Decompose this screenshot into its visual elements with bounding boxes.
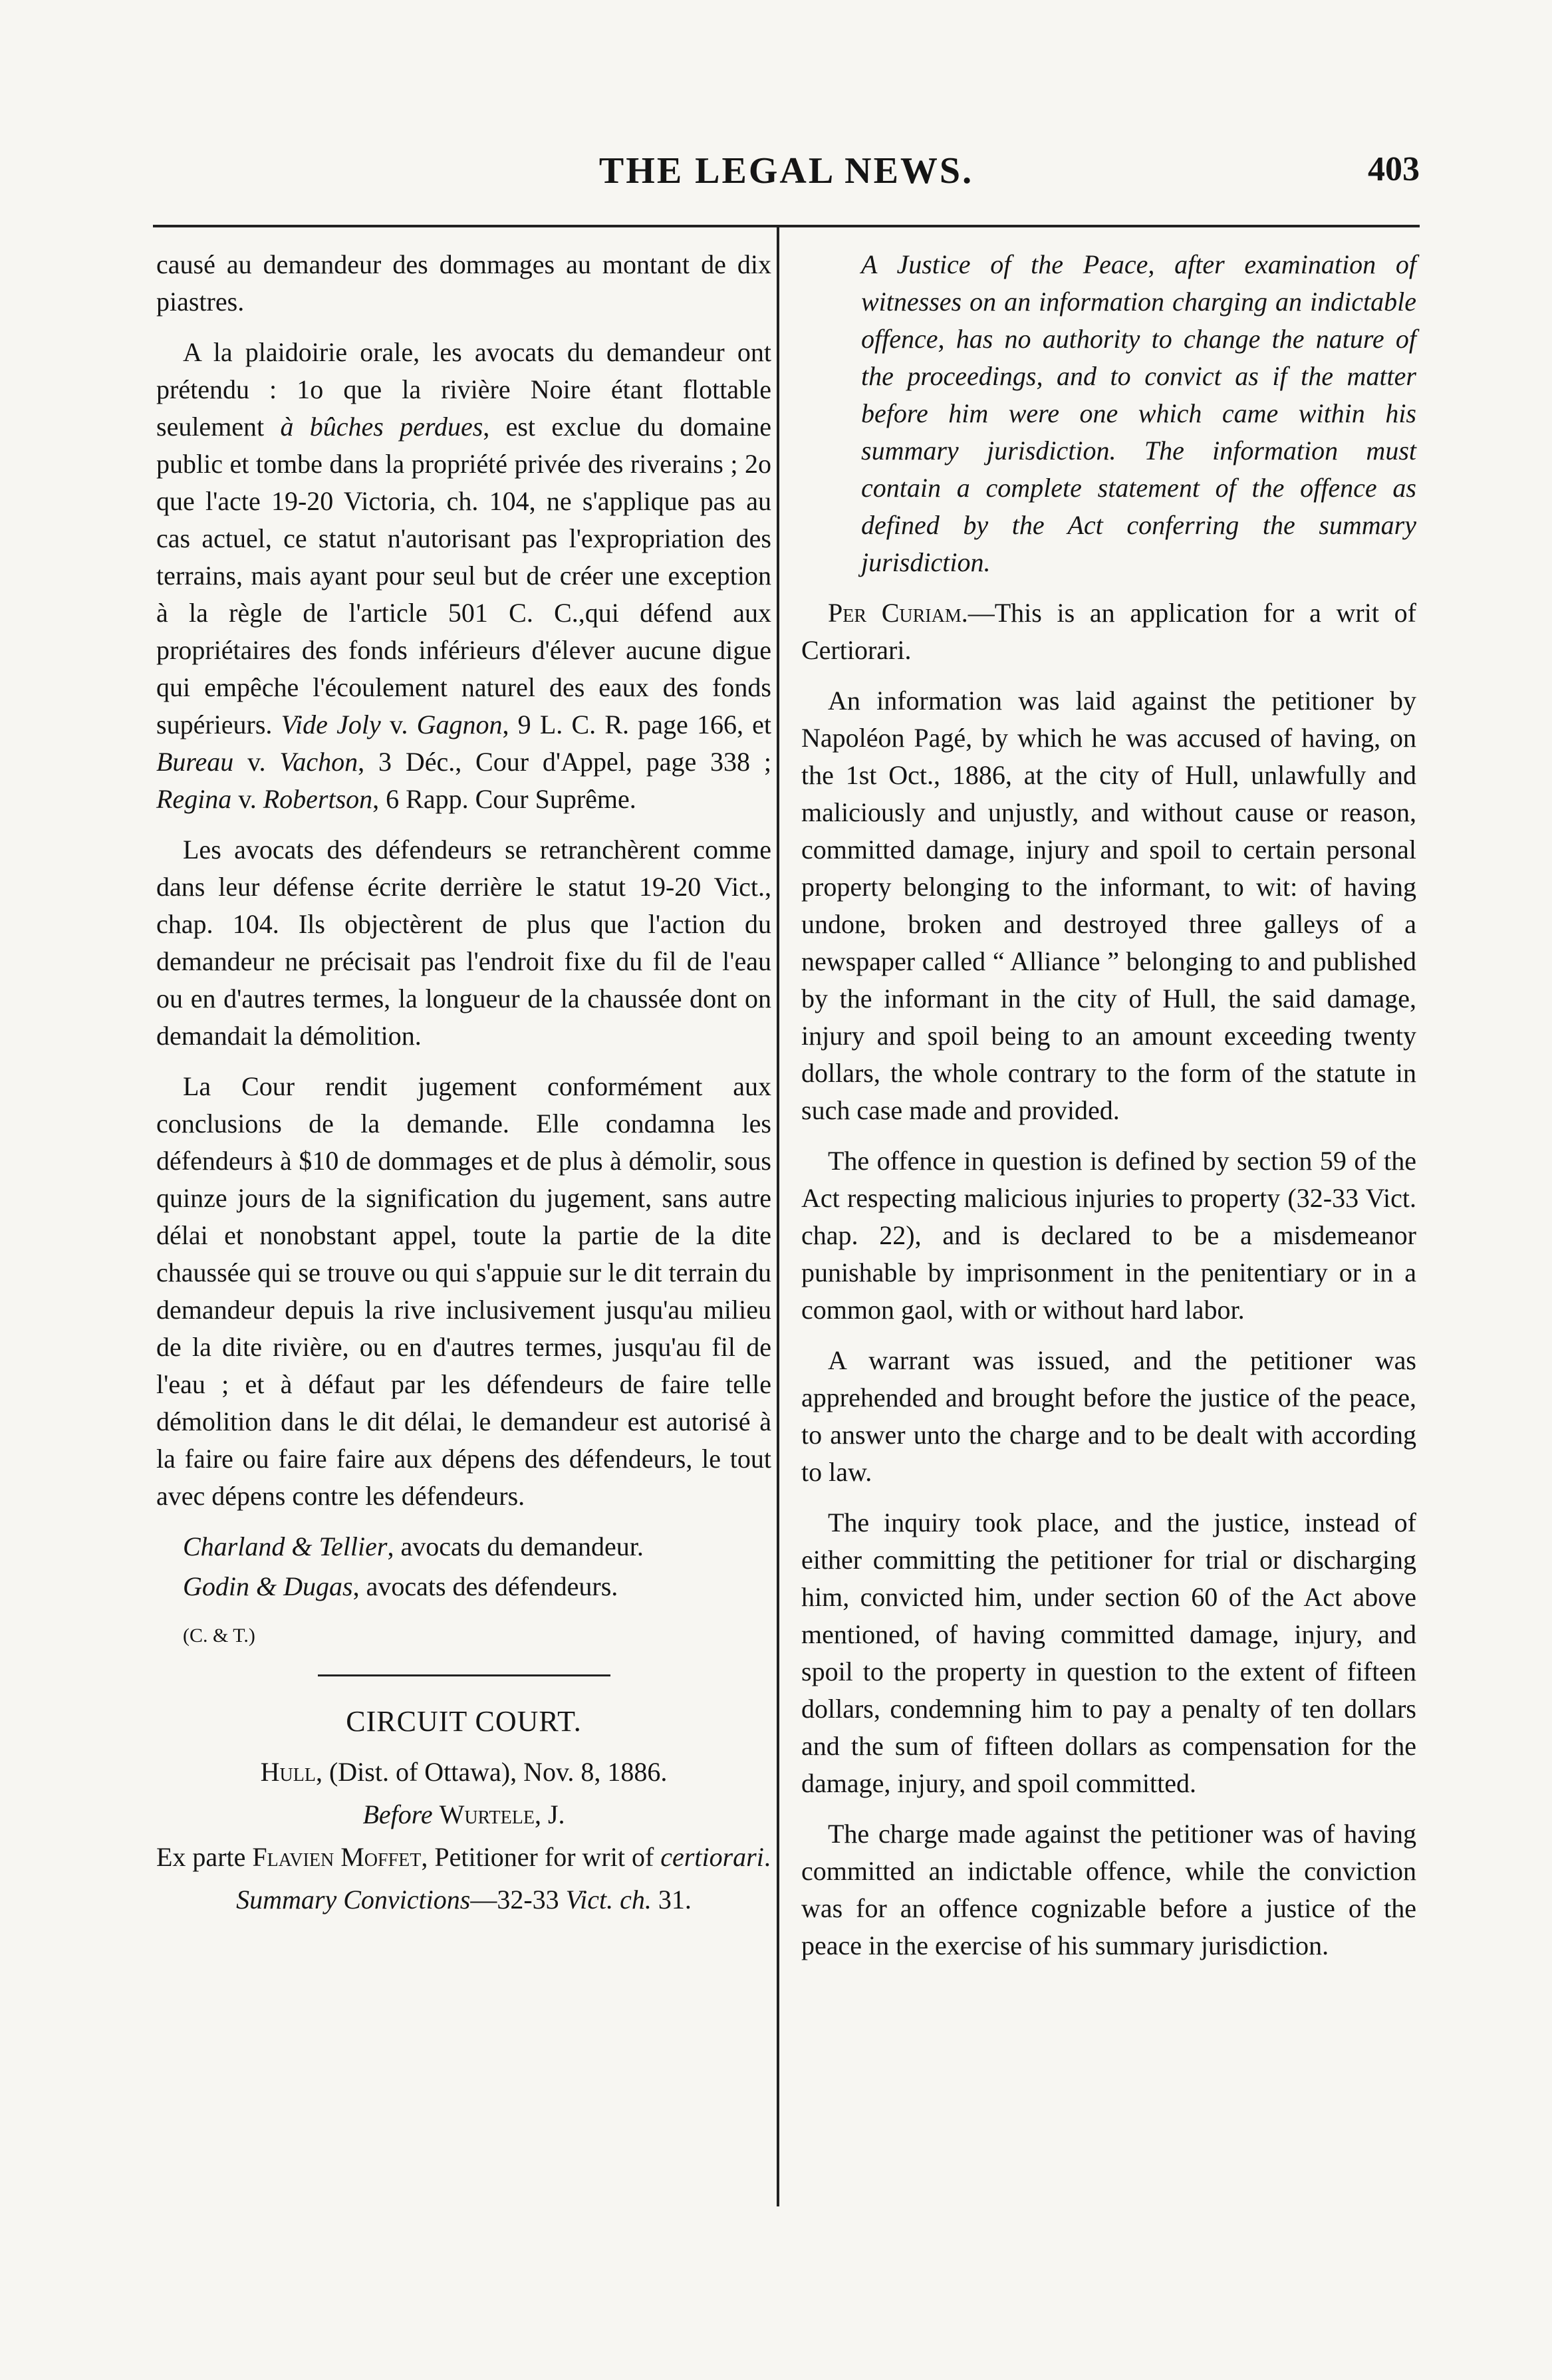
counsel-defendant xyxy=(156,1568,771,1605)
text-run: v. xyxy=(233,747,280,777)
text-run: , 6 Rapp. Cour Suprême. xyxy=(372,784,636,814)
text-run-italic: à bûches perdues xyxy=(280,412,483,442)
counsel-name: Godin & Dugas xyxy=(183,1571,353,1601)
per-curiam-label: Per Curiam xyxy=(828,598,962,628)
location-name: Hull xyxy=(260,1757,316,1787)
paragraph-defendeurs: Les avocats des défendeurs se retranchèrent comme dans leur défense écrite derrière le statut 19-20 Vict., chap. 104. Ils objectèrent de plus que l'action du demandeur ne précisait pas l'endroit fixe du fil de l'eau ou en d'autres termes, la longueur de la chaussée dont on demandait la démolition. xyxy=(156,835,771,1051)
paragraph-continuation: causé au demandeur des dommages au montant de dix piastres. xyxy=(156,249,771,317)
text-run: Ex parte xyxy=(156,1842,253,1872)
case-citation: Robertson xyxy=(263,784,373,814)
paragraph-information: An information was laid against the petitioner by Napoléon Pagé, by which he was accused of having, on the 1st Oct., 1886, at the city of Hull, unlawfully and maliciously and unjustly, and without cause or reason, committed damage, injury and spoil to certain personal property belonging to the informant, to wit: of having undone, broken and destroyed three galleys of a newspaper called “ Alliance ” belonging to and published by the informant in the city of Hull, the said damage, injury and spoil being to an amount exceeding twenty dollars, the whole contrary to the form of the statute in such case made and provided. xyxy=(801,686,1416,1125)
court-location xyxy=(156,1754,771,1791)
counsel-role: , avocats du demandeur. xyxy=(387,1531,644,1561)
text-run: 31. xyxy=(651,1885,692,1915)
paragraph-warrant: A warrant was issued, and the petitioner was apprehended and brought before the justice of the peace, to answer unto the charge and to be dealt with according to law. xyxy=(801,1345,1416,1487)
paragraph-charge: The charge made against the petitioner was of having committed an indictable offence, while the conviction was for an offence cognizable before a justice of the peace in the exercise of his summary jurisdiction. xyxy=(801,1819,1416,1960)
text-run: A la plaidoirie orale, les avocats du demandeur ont prétendu : 1o que la rivière Noire étant flottable seulement xyxy=(156,337,771,442)
source-note: (C. & T.) xyxy=(183,1625,255,1647)
text-run: , Petitioner for writ of xyxy=(421,1842,661,1872)
location-date: , (Dist. of Ottawa), Nov. 8, 1886. xyxy=(315,1757,668,1787)
text-run: . xyxy=(763,1842,771,1872)
case-citation: Bureau xyxy=(156,747,234,777)
text-run: v. xyxy=(231,784,263,814)
counsel-role: , avocats des défendeurs. xyxy=(352,1571,618,1601)
header-rule xyxy=(153,225,1420,227)
paragraph-jugement: La Cour rendit jugement conformément aux conclusions de la demande. Elle condamna les défendeurs à $10 de dommages et de plus à démolir, sous quinze jours de la signification du jugement, sans autre délai et nonobstant appel, toute la partie de la dite chaussée qui se trouve ou qui s'appuie sur le dit terrain du demandeur depuis la rive inclusivement jusqu'au milieu de la dite rivière, ou en d'autres termes, jusqu'au fil de l'eau ; et à défaut par les défendeurs de faire telle démolition dans le dit délai, le demandeur est autorisé à la faire ou faire faire aux dépens des défendeurs, le tout avec dépens contre les défendeurs. xyxy=(156,1071,771,1511)
page-header xyxy=(153,150,1420,203)
page-number: 403 xyxy=(1368,150,1420,188)
case-title xyxy=(156,1839,771,1876)
case-citation: Vachon xyxy=(279,747,358,777)
judge-suffix: , J. xyxy=(534,1799,565,1829)
case-citation: Regina xyxy=(156,784,232,814)
text-run: , 3 Déc., Cour d'Appel, page 338 ; xyxy=(358,747,771,777)
text-run: v. xyxy=(380,710,417,739)
text-run: , est exclue du domaine public et tombe dans la propriété privée des riverains ; 2o que l'acte 19-20 Victoria, ch. 104, ne s'applique pas au cas actuel, ce statut n'autorisant pas l'expropriation des terrains, mais ayant pour seul but de créer une exception à la règle de l'article 501 C. C.,qui défend aux propriétaires des fonds inférieurs d'élever aucune digue qui empêche l'écoulement naturel des eaux des fonds supérieurs. xyxy=(156,412,772,739)
left-column xyxy=(156,246,771,1932)
paragraph-per-curiam xyxy=(801,595,1416,669)
text-run: —32-33 xyxy=(470,1885,566,1915)
counsel-name: Charland & Tellier xyxy=(183,1531,388,1561)
case-subject xyxy=(156,1881,771,1918)
paragraph-offence: The offence in question is defined by section 59 of the Act respecting malicious injuries to property (32-33 Vict. chap. 22), and is declared to be a misdemeanor punishable by imprisonment in the penitentiary or in a common gaol, with or without hard labor. xyxy=(801,1146,1416,1325)
statute-ref: Vict. ch. xyxy=(565,1885,652,1915)
before-label: Before xyxy=(362,1799,433,1829)
section-rule xyxy=(318,1674,610,1676)
paragraph-inquiry: The inquiry took place, and the justice, instead of either committing the petitioner for trial or discharging him, convicted him, under section 60 of the Act above mentioned, of having committed damage, injury, and spoil to the property in question to the extent of fifteen dollars, condemning him to pay a penalty of ten dollars and the sum of fifteen dollars as compensation for the damage, injury, and spoil committed. xyxy=(801,1508,1416,1798)
case-citation: Gagnon xyxy=(416,710,503,739)
paragraph-plaidoirie xyxy=(156,334,771,818)
running-title: THE LEGAL NEWS. xyxy=(598,150,974,192)
subject-topic: Summary Convictions xyxy=(236,1885,471,1915)
right-column xyxy=(801,246,1416,1978)
case-citation: Vide Joly xyxy=(281,710,381,739)
judge-line xyxy=(156,1796,771,1833)
column-divider xyxy=(777,225,779,2206)
counsel-plaintiff xyxy=(156,1528,771,1565)
petitioner-name: Flavien Moffet xyxy=(252,1842,422,1872)
court-heading: CIRCUIT COURT. xyxy=(346,1705,582,1738)
headnote: A Justice of the Peace, after examination of witnesses on an information charging an indictable offence, has no authority to change the nature of the proceedings, and to convict as if the matter before him were one which came within his summary jurisdiction. The information must contain a complete statement of the offence as defined by the Act conferring the summary jurisdiction. xyxy=(861,249,1416,577)
text-run: , 9 L. C. R. page 166, et xyxy=(502,710,772,739)
text-run: .—This is an application for a writ of Certiorari. xyxy=(801,598,1416,665)
writ-type: certiorari xyxy=(660,1842,764,1872)
judge-name: Wurtele xyxy=(439,1799,535,1829)
